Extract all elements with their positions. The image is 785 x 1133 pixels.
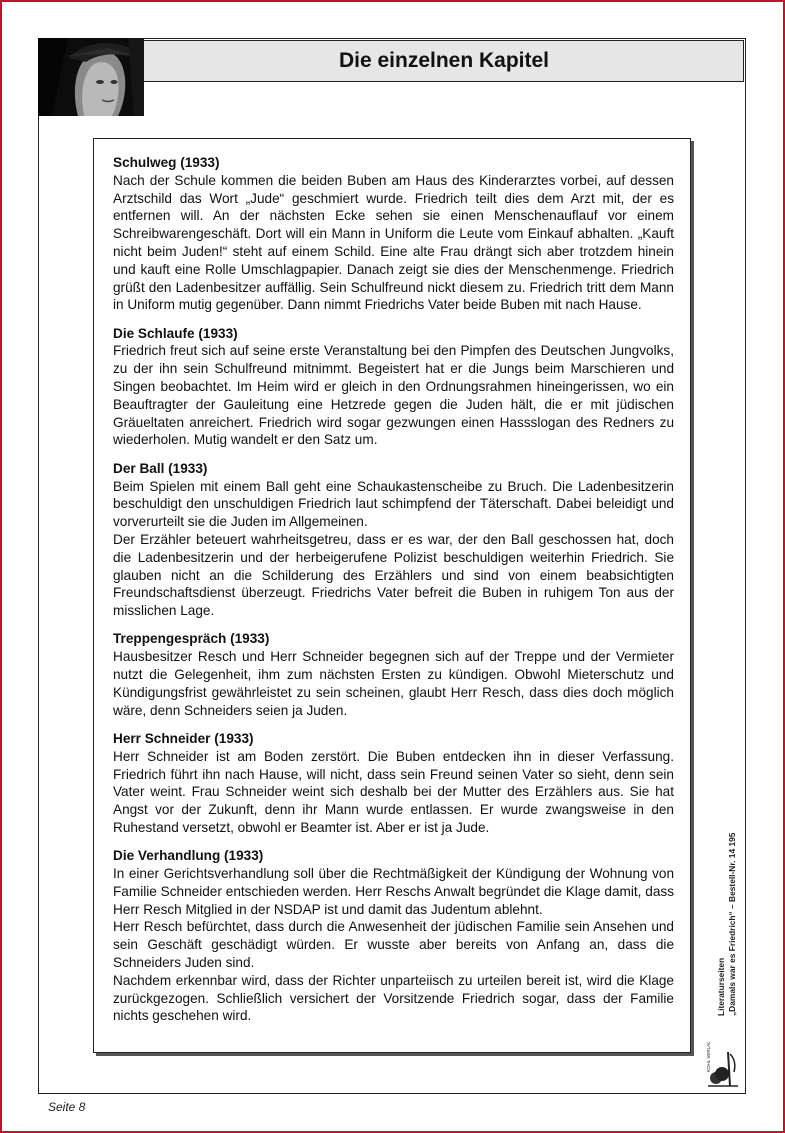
chapter-title: Treppengespräch (1933) <box>113 631 270 647</box>
chapter-paragraph: Nach der Schule kommen die beiden Buben am Haus des Kinderarztes vorbei, auf dessen Arztschild das Wort „Jude“ geschmiert wurde. Friedrich teilt dies dem Arzt mit, der es entfernen will. An der nächsten Ecke sehen sie einen Menschenauflauf vor einem Schreibwarengeschäft. Dort will ein Mann in Uniform die Leute vom Einkauf abhalten. „Kauft nicht beim Juden!“ steht auf einem Schild. Eine alte Frau drängt sich aber trotzdem hinein und kauft eine Rolle Umschlagpapier. Danach zeigt sie dies der Menschenmenge. Friedrich grüßt den Ladenbesitzer auffällig. Sein Schulfreund nickt diesem zu. Friedrich tritt dem Mann in Uniform mutig gegenüber. Dann nimmt Friedrichs Vater beide Buben mit nach Hause. <box>113 172 674 313</box>
page-number: Seite 8 <box>48 1100 86 1114</box>
chapter-section <box>113 460 674 620</box>
chapter-section <box>113 730 674 837</box>
chapter-paragraph: Nachdem erkennbar wird, dass der Richter unparteiisch zu urteilen bereit ist, wird die Klage zurückgezogen. Schließlich versichert der Vorsitzende Friedrich sogar, dass der Familie nichts geschehen wird. <box>113 972 674 1024</box>
publisher-logo-icon <box>704 1042 740 1088</box>
publisher-name: KOHL VERLAG <box>706 1042 711 1072</box>
chapter-title: Die Schlaufe (1933) <box>113 325 238 341</box>
chapter-paragraph: Friedrich freut sich auf seine erste Veranstaltung bei den Pimpfen des Deutschen Jungvolks, zu der ihn sein Schulfreund mitnimmt. Begeistert hat er die Jungs beim Marschieren und Singen beobachtet. Im Heim wird er gleich in den Ordnungsrahmen hineingerissen, wo ein Beauftragter der Gauleitung eine Hetzrede gegen die Juden hält, die er mit jüdischen Gräueltaten anreichert. Friedrich wird sogar gezwungen einen Hassslogan des Redners zu wiederholen. Mutig wandelt er den Satz um. <box>113 343 674 448</box>
chapter-paragraph: Beim Spielen mit einem Ball geht eine Schaukastenscheibe zu Bruch. Die Ladenbesitzerin beschuldigt den unschuldigen Friedrich laut schimpfend der Täterschaft. Dabei beleidigt und vorverurteilt sie die Juden im Allgemeinen. <box>113 478 674 530</box>
page-title: Die einzelnen Kapitel <box>338 49 550 72</box>
sidebar-series-label: Literaturseiten <box>716 957 726 1016</box>
chapter-title: Der Ball (1933) <box>113 460 208 476</box>
sidebar-book-order-label: „Damals war es Friedrich“ – Bestell-Nr. 14 195 <box>727 832 737 1016</box>
chapter-paragraph: Der Erzähler beteuert wahrheitsgetreu, dass er es war, der den Ball geschossen hat, doch die Ladenbesitzerin und der herbeigerufene Polizist beschuldigen weiterhin Friedrich. Sie glauben nicht an die Schilderung des Erzählers und sind von einem beabsichtigten Freundschaftsdienst überzeugt. Friedrichs Vater befreit die Buben in ruhigem Ton aus der misslichen Lage. <box>113 531 674 619</box>
chapter-title: Schulweg (1933) <box>113 155 220 170</box>
chapter-paragraph: Herr Resch befürchtet, dass durch die Anwesenheit der jüdischen Familie sein Ansehen und sein Geschäft geschädigt würden. Er wusste aber bereits von Anfang an, dass die Schneiders Juden sind. <box>113 919 674 970</box>
header-portrait-image <box>38 38 144 116</box>
chapter-list <box>113 154 674 1036</box>
sidebar-order-info <box>716 833 738 1016</box>
chapter-paragraph: Hausbesitzer Resch und Herr Schneider begegnen sich auf der Treppe und der Vermieter nutzt die Gelegenheit, ihm zum nächsten Ersten zu kündigen. Obwohl Mieterschutz und Kündigungsfrist gewährleistet zu sein scheinen, glaubt Herr Resch, dass dies doch möglich wäre, denn Schneiders seien ja Juden. <box>113 649 674 718</box>
chapter-paragraph: In einer Gerichtsverhandlung soll über die Rechtmäßigkeit der Kündigung der Wohnung von Familie Schneider entschieden werden. Herr Reschs Anwalt begründet die Klage damit, dass Herr Resch Mitglied in der NSDAP ist und damit das Judentum ablehnt. <box>113 865 674 917</box>
chapter-title: Die Verhandlung (1933) <box>113 848 264 864</box>
chapter-section <box>113 847 674 1025</box>
chapter-section <box>113 154 674 314</box>
chapter-paragraph: Herr Schneider ist am Boden zerstört. Die Buben entdecken ihn in dieser Verfassung. Friedrich führt ihn nach Hause, will nicht, dass sein Freund seinen Vater so sieht, denn sein Vater weint. Frau Schneider weint sich deshalb bei der Mutter des Erzählers aus. Sie hat Angst vor der Zukunft, denn ihr Mann wurde entlassen. Er wurde zwangsweise in den Ruhestand versetzt, obwohl er Beamter ist. Aber er ist ja Jude. <box>113 748 674 835</box>
chapter-section <box>113 630 674 719</box>
chapter-section <box>113 325 674 450</box>
chapter-title: Herr Schneider (1933) <box>113 730 254 746</box>
